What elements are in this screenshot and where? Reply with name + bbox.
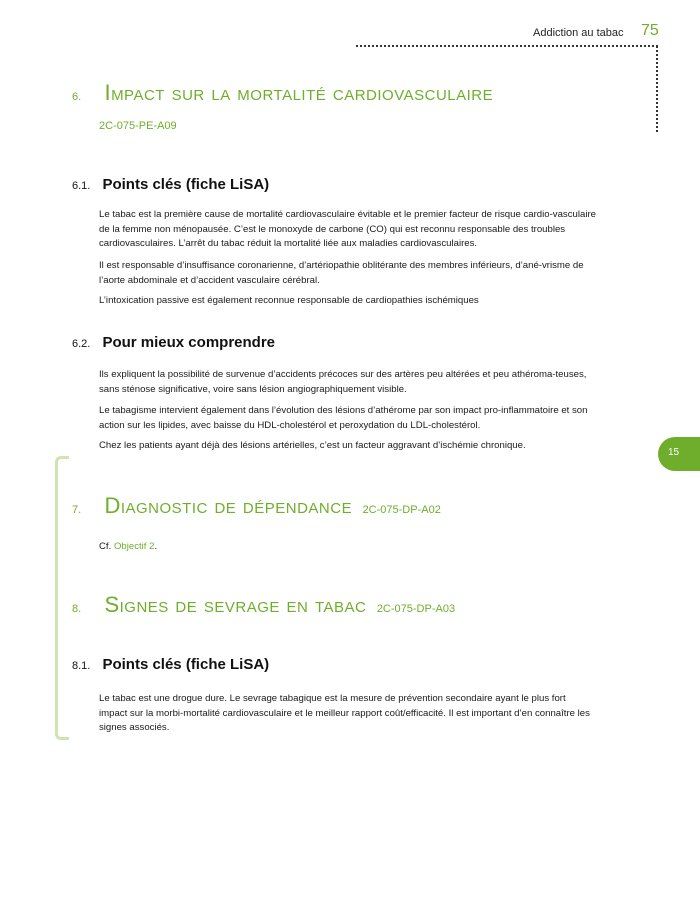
- section-6-heading: [72, 80, 493, 106]
- section-code: 2C-075-DP-A02: [362, 504, 441, 516]
- subsection-6-1-heading: [72, 176, 269, 194]
- section-number: 7.: [72, 504, 82, 516]
- paragraph: Il est responsable d’insuffisance coronarienne, d’artériopathie oblitérante des membres inférieurs, d’ané-vrisme de l’aorte abdominale et d’accident vasculaire cérébral.: [99, 260, 584, 286]
- subsection-title: Points clés (fiche LiSA): [102, 176, 270, 193]
- section-code: 2C-075-DP-A03: [376, 603, 456, 615]
- section-number: 6.: [72, 91, 82, 103]
- subsection-number: 8.1.: [72, 660, 91, 672]
- section-title: Impact sur la mortalité cardiovasculaire: [104, 80, 494, 105]
- chapter-side-tab: [658, 437, 700, 471]
- paragraph: Le tabagisme intervient également dans l’évolution des lésions d’athérome par son impact pro-inflammatoire et son action sur les lipides, avec baisse du HDL-cholestérol et peroxydation du LDL-cholestérol.: [99, 405, 588, 431]
- side-bracket-decoration: [55, 456, 69, 740]
- page-number: 75: [641, 22, 659, 39]
- subsection-title: Points clés (fiche LiSA): [102, 656, 270, 673]
- subsection-number: 6.1.: [72, 180, 91, 192]
- subsection-8-1-heading: [72, 656, 269, 674]
- section-title: Diagnostic de dépendance: [104, 493, 353, 518]
- chapter-tab-number: 15: [668, 447, 680, 458]
- cross-reference: [99, 540, 596, 555]
- cf-suffix: .: [154, 541, 158, 552]
- paragraph: Ils expliquent la possibilité de survenue d’accidents précoces sur des artères peu altérées et peu athéroma-teuses, sans sténose significative, voire sans lésion angiographiquement visible.: [99, 369, 587, 395]
- section-7-heading: [72, 493, 441, 519]
- header-dotted-vertical-rule: [656, 46, 658, 132]
- paragraph: Le tabac est une drogue dure. Le sevrage tabagique est la mesure de prévention secondaire ayant le plus fort impact sur la morbi-mortalité cardiovasculaire et le meilleur rapport coût/efficacité. Il est important d’en connaître les signes associés.: [99, 693, 590, 733]
- running-header-title: Addiction au tabac: [533, 27, 624, 39]
- objective-link[interactable]: Objectif 2: [113, 541, 155, 552]
- paragraph: Le tabac est la première cause de mortalité cardiovasculaire évitable et le premier facteur de risque cardio-vasculaire de la femme non ménopausée. C’est le monoxyde de carbone (CO) qui est reconnu responsable des troubles cardiovasculaires. L’arrêt du tabac réduit la mortalité liée aux maladies cardiovasculaires.: [99, 209, 596, 249]
- subsection-number: 6.2.: [72, 338, 91, 350]
- cf-prefix: Cf.: [99, 541, 112, 552]
- section-6-code: 2C-075-PE-A09: [99, 120, 177, 132]
- header-dotted-rule: [356, 45, 658, 47]
- paragraph: Chez les patients ayant déjà des lésions artérielles, c’est un facteur aggravant d’ischémie chronique.: [99, 440, 526, 451]
- subsection-6-2-heading: [72, 334, 275, 352]
- paragraph: L’intoxication passive est également reconnue responsable de cardiopathies ischémiques: [99, 295, 479, 306]
- section-number: 8.: [72, 603, 82, 615]
- subsection-title: Pour mieux comprendre: [102, 334, 275, 351]
- section-8-heading: [72, 592, 455, 618]
- section-title: Signes de sevrage en tabac: [104, 592, 367, 617]
